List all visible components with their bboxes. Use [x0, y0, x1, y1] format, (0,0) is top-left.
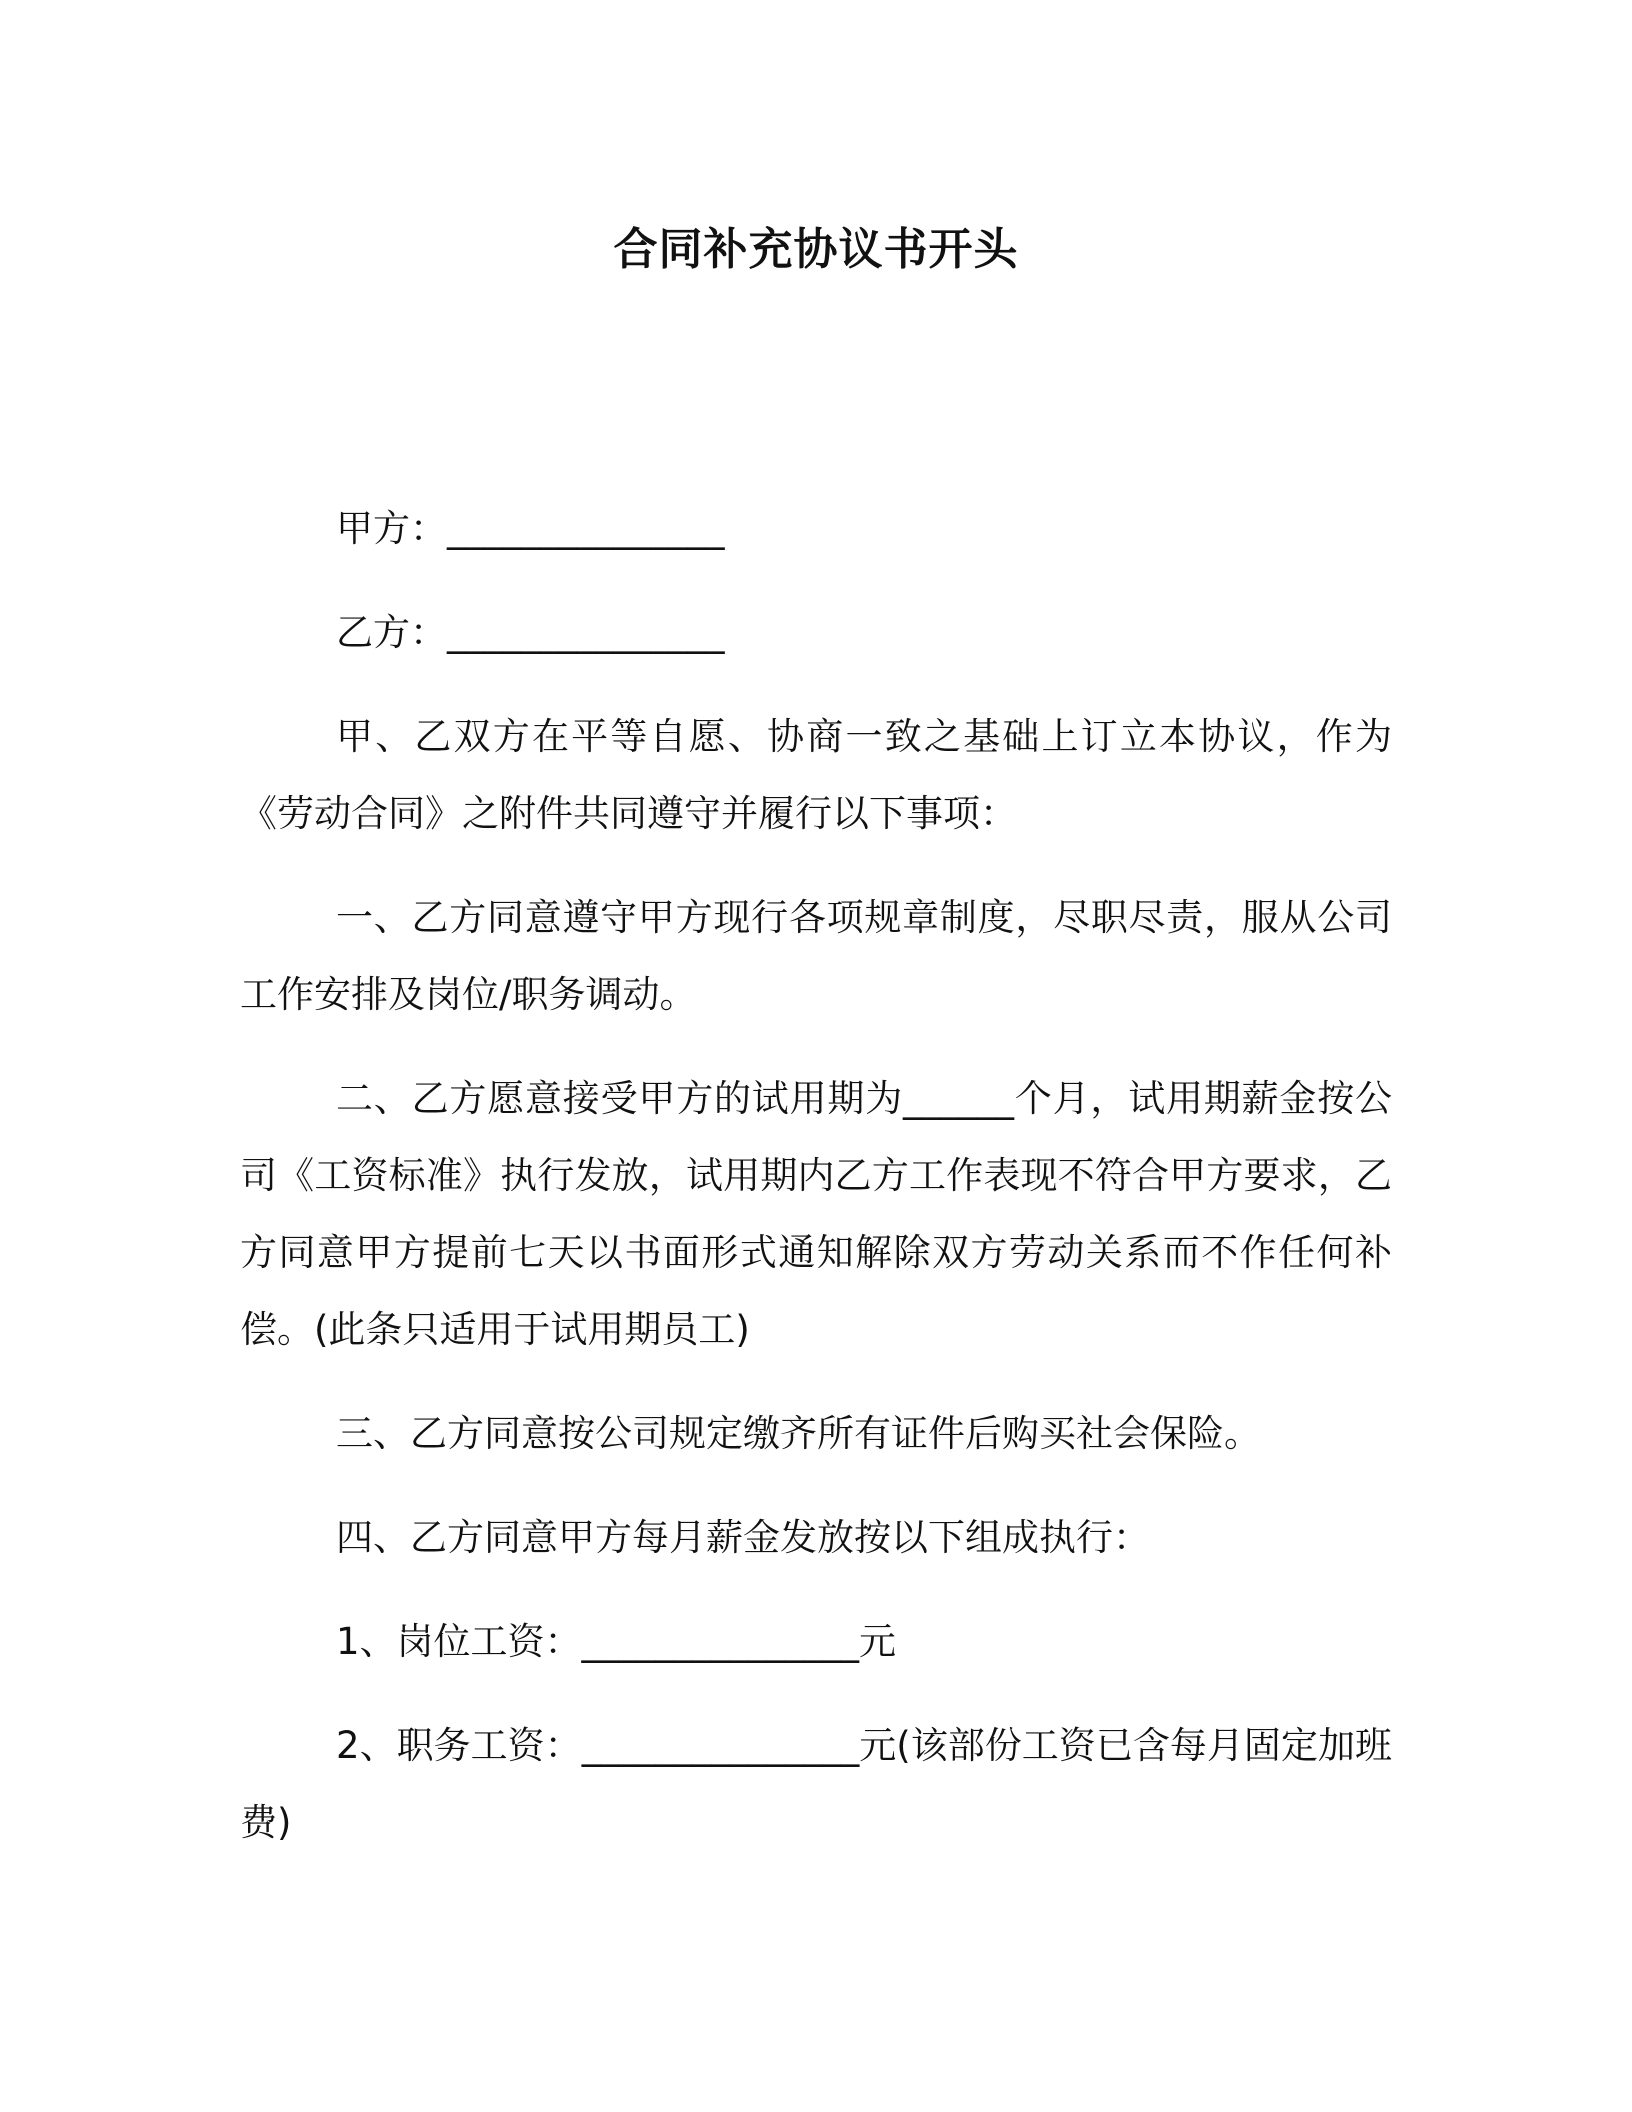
document-title: 合同补充协议书开头 [613, 224, 1019, 275]
party-a-line: 甲方：_______________ [336, 507, 725, 550]
salary-item-1: 1、岗位工资：_______________元 [336, 1620, 897, 1663]
clause-2-paragraph: 二、乙方愿意接受甲方的试用期为______个月，试用期薪金按公司《工资标准》执行发放，试用期内乙方工作表现不符合甲方要求，乙方同意甲方提前七天以书面形式通知解除双方劳动关系而不作任何补偿。(此条只适用于试用期员工) [240, 1077, 1392, 1351]
clause-3-paragraph: 三、乙方同意按公司规定缴齐所有证件后购买社会保险。 [336, 1412, 1261, 1455]
preamble-paragraph: 甲、乙双方在平等自愿、协商一致之基础上订立本协议，作为《劳动合同》之附件共同遵守并履行以下事项： [240, 715, 1392, 835]
clause-1-paragraph: 一、乙方同意遵守甲方现行各项规章制度，尽职尽责，服从公司工作安排及岗位/职务调动。 [240, 896, 1392, 1016]
document-body [240, 490, 1392, 1861]
clause-4-paragraph: 四、乙方同意甲方每月薪金发放按以下组成执行： [336, 1516, 1150, 1559]
salary-item-2: 2、职务工资：_______________元(该部份工资已含每月固定加班费) [240, 1724, 1392, 1844]
party-b-line: 乙方：_______________ [336, 611, 725, 654]
